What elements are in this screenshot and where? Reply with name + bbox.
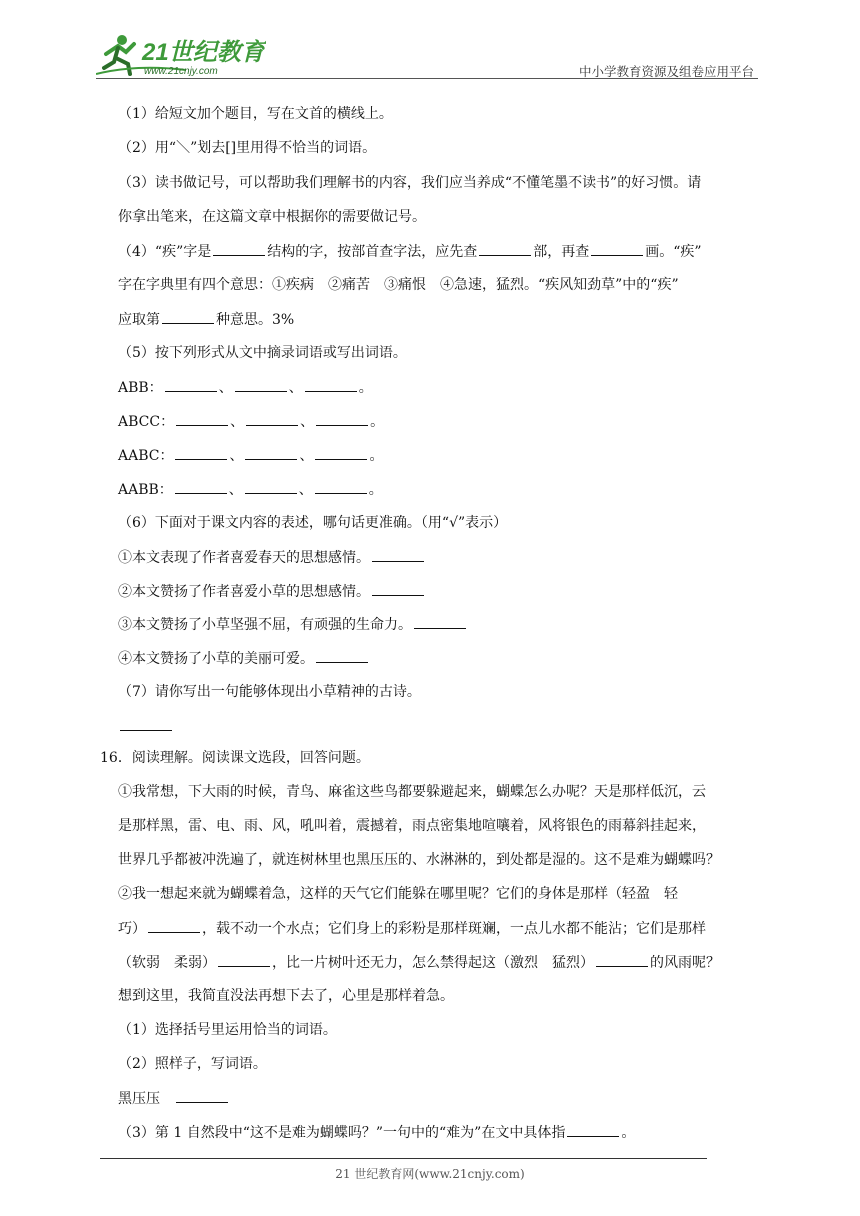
- answer-blank[interactable]: [316, 648, 368, 663]
- text-span: ①我常想，下大雨的时候，青鸟、麻雀这些鸟都要躲避起来，蝴蝶怎么办呢？天是那样低沉，云: [118, 784, 706, 800]
- text-line: [118, 547, 426, 568]
- text-line: [118, 377, 373, 398]
- text-span: 是那样黑，雷、电、雨、风，吼叫着，震撼着，雨点密集地喧嚷着，风将银色的雨幕斜挂起来，: [118, 818, 706, 834]
- page-header: [96, 30, 758, 80]
- text-span: ，比一片树叶还无力，怎么禁得起这（激烈 猛烈）: [272, 955, 594, 971]
- answer-blank[interactable]: [148, 918, 200, 933]
- text-span: 巧）: [118, 921, 146, 937]
- text-line: [118, 1122, 635, 1143]
- answer-blank[interactable]: [175, 445, 227, 460]
- answer-blank[interactable]: [120, 716, 172, 731]
- text-span: 应取第: [118, 312, 160, 328]
- answer-blank[interactable]: [245, 479, 297, 494]
- text-span: 画。“疾”: [645, 244, 702, 260]
- text-span: 想到这里，我简直没法再想下去了，心里是那样着急。: [118, 988, 454, 1004]
- text-line: [118, 1054, 267, 1074]
- text-span: ABCC：: [118, 414, 175, 430]
- text-line: [118, 241, 702, 262]
- text-span: 你拿出笔来，在这篇文章中根据你的需要做记号。: [118, 209, 426, 225]
- text-span: ③本文赞扬了小草坚强不屈，有顽强的生命力。: [118, 617, 412, 633]
- answer-blank[interactable]: [218, 952, 270, 967]
- text-line: [118, 445, 383, 466]
- answer-blank[interactable]: [245, 445, 297, 460]
- answer-blank[interactable]: [315, 445, 367, 460]
- text-span: 。: [358, 380, 373, 396]
- text-span: 、: [229, 448, 244, 464]
- text-line: [100, 748, 370, 768]
- text-span: 、: [230, 414, 245, 430]
- text-line: [118, 1088, 230, 1109]
- logo-21cnjy: [96, 30, 266, 78]
- text-line: [118, 884, 678, 904]
- answer-blank[interactable]: [591, 241, 643, 256]
- text-span: （软弱 柔弱）: [118, 955, 216, 971]
- text-span: 、: [218, 380, 233, 396]
- text-span: ，载不动一个水点；它们身上的彩粉是那样斑斓，一点儿水都不能沾；它们是那样: [202, 921, 706, 937]
- answer-blank[interactable]: [162, 309, 214, 324]
- answer-blank[interactable]: [235, 377, 287, 392]
- text-line: [118, 614, 468, 635]
- answer-blank[interactable]: [567, 1122, 619, 1137]
- logo-url-text: www.21cnjy.com: [144, 66, 218, 77]
- text-line: [118, 275, 679, 295]
- text-span: 。: [621, 1125, 636, 1141]
- answer-blank[interactable]: [316, 411, 368, 426]
- text-span: （2）照样子，写词语。: [118, 1056, 267, 1072]
- text-line: [118, 207, 426, 227]
- text-span: ②本文赞扬了作者喜爱小草的思想感情。: [118, 584, 370, 600]
- text-span: AABB：: [118, 482, 173, 498]
- text-span: （5）按下列形式从文中摘录词语或写出词语。: [118, 345, 407, 361]
- logo-main-text: 21世纪教育: [142, 39, 265, 66]
- text-line: [118, 513, 507, 533]
- text-span: 。: [368, 482, 383, 498]
- text-span: 、: [299, 448, 314, 464]
- text-span: （6）下面对于课文内容的表述，哪句话更准确。（用“√”表示）: [118, 515, 508, 531]
- text-line: [118, 782, 706, 802]
- text-span: ②我一想起来就为蝴蝶着急，这样的天气它们能躲在哪里呢？它们的身体是那样（轻盈 轻: [118, 886, 678, 902]
- text-span: AABC：: [118, 448, 174, 464]
- answer-blank[interactable]: [246, 411, 298, 426]
- text-line: [118, 479, 383, 500]
- text-line: [118, 309, 294, 330]
- text-span: 16．阅读理解。阅读课文选段，回答问题。: [100, 750, 370, 766]
- text-span: 的风雨呢？: [650, 955, 720, 971]
- text-span: 、: [300, 414, 315, 430]
- answer-blank[interactable]: [305, 377, 357, 392]
- platform-title: 中小学教育资源及组卷应用平台: [578, 64, 754, 79]
- answer-blank[interactable]: [165, 377, 217, 392]
- text-span: 结构的字，按部首查字法，应先查: [267, 244, 478, 260]
- text-span: 、: [288, 380, 303, 396]
- text-span: （4）“疾”字是: [118, 244, 212, 260]
- text-line: [118, 581, 426, 602]
- text-span: （1）选择括号里运用恰当的词语。: [118, 1022, 337, 1038]
- text-span: 。: [370, 414, 385, 430]
- text-span: 字在字典里有四个意思：①疾病 ②痛苦 ③痛恨 ④急速，猛烈。“疾风知劲草”中的“疾”: [118, 277, 679, 293]
- answer-blank[interactable]: [372, 581, 424, 596]
- text-line: [118, 850, 720, 870]
- text-span: 、: [228, 482, 243, 498]
- text-span: 部，再查: [533, 244, 590, 260]
- text-line: [118, 411, 384, 432]
- text-span: ④本文赞扬了小草的美丽可爱。: [118, 651, 314, 667]
- text-line: [118, 138, 376, 158]
- answer-blank[interactable]: [176, 411, 228, 426]
- answer-blank[interactable]: [213, 241, 265, 256]
- text-span: 。: [369, 448, 384, 464]
- text-span: ①本文表现了作者喜爱春天的思想感情。: [118, 550, 370, 566]
- text-span: （2）用“＼”划去[]里用得不恰当的词语。: [118, 140, 377, 156]
- text-line: [118, 918, 706, 939]
- text-line: [118, 986, 454, 1006]
- text-line: [118, 816, 706, 836]
- text-span: （7）请你写出一句能够体现出小草精神的古诗。: [118, 684, 421, 700]
- answer-blank[interactable]: [175, 479, 227, 494]
- text-line: [118, 682, 421, 702]
- answer-blank[interactable]: [372, 547, 424, 562]
- text-span: 黑压压: [118, 1091, 174, 1107]
- text-line: [118, 1020, 337, 1040]
- answer-blank[interactable]: [176, 1088, 228, 1103]
- answer-blank[interactable]: [479, 241, 531, 256]
- text-span: （3）第 1 自然段中“这不是难为蝴蝶吗？”一句中的“难为”在文中具体指: [118, 1125, 566, 1141]
- text-line: [118, 952, 720, 973]
- text-span: ABB：: [118, 380, 163, 396]
- text-span: （1）给短文加个题目，写在文首的横线上。: [118, 106, 393, 122]
- header-divider: [96, 78, 758, 79]
- footer-divider: [100, 1158, 707, 1159]
- text-line: [118, 716, 174, 737]
- text-span: （3）读书做记号，可以帮助我们理解书的内容，我们应当养成“不懂笔墨不读书”的好习惯。请: [118, 175, 702, 191]
- text-span: 种意思。3%: [216, 312, 295, 328]
- text-line: [118, 343, 407, 363]
- text-span: 、: [298, 482, 313, 498]
- answer-blank[interactable]: [315, 479, 367, 494]
- page-footer: 21 世纪教育网(www.21cnjy.com): [335, 1167, 525, 1181]
- answer-blank[interactable]: [414, 614, 466, 629]
- text-line: [118, 104, 393, 124]
- text-line: [118, 173, 701, 193]
- answer-blank[interactable]: [596, 952, 648, 967]
- text-span: 世界几乎都被冲洗遍了，就连树林里也黑压压的、水淋淋的，到处都是湿的。这不是难为蝴蝶吗？: [118, 852, 720, 868]
- text-line: [118, 648, 370, 669]
